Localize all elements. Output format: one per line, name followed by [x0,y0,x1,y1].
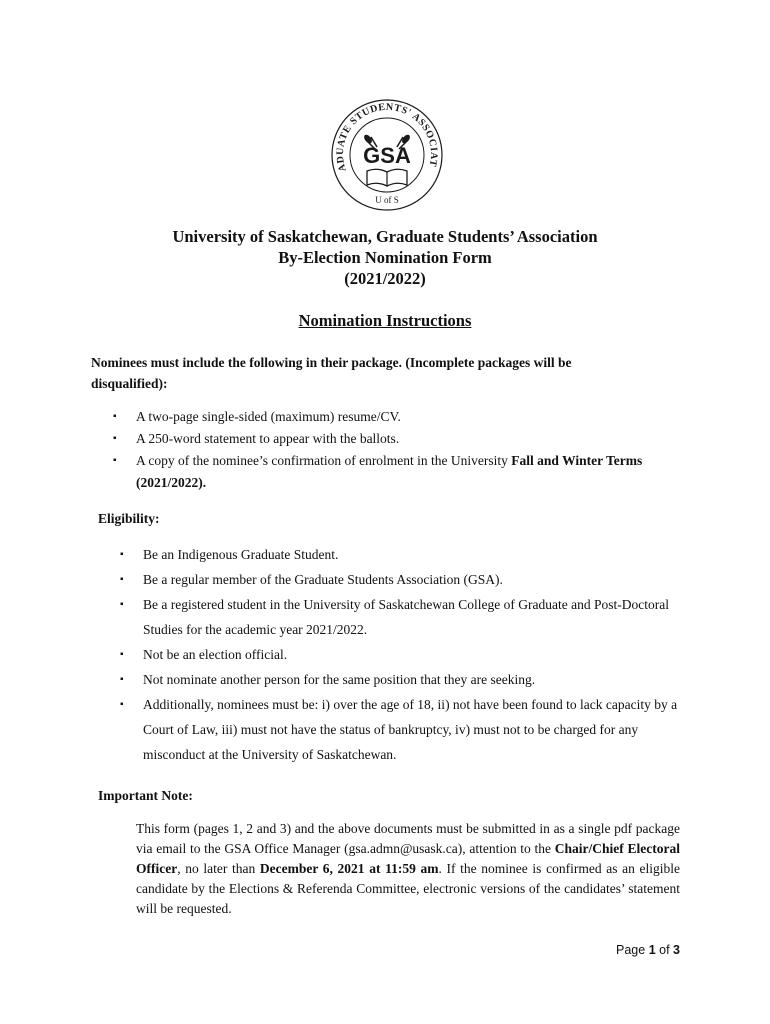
note-bold-chair: Chair/Chief Electoral Officer [136,841,680,876]
list-item-text: Be a registered student in the University of Saskatchewan College of Graduate and Post-Doctoral Studies for the academic year 2021/2022. [143,597,669,637]
bullet-icon: ▪ [120,549,124,560]
of-word: of [659,943,670,957]
list-item-text: Be an Indigenous Graduate Student. [143,547,339,562]
bullet-icon: ▪ [120,649,124,660]
list-item [113,450,676,494]
logo-center-text: GSA [363,143,411,168]
list-item-text: Additionally, nominees must be: i) over the age of 18, ii) not have been found to lack capacity by a Court of Law, iii) must not have the status of bankruptcy, iv) must not to be charged for any misconduct at the University of Saskatchewan. [143,697,678,762]
nomination-instructions-heading: Nomination Instructions [298,311,472,330]
list-item [113,406,676,428]
list-item [113,428,676,450]
title-line-3: (2021/2022) [344,269,426,288]
note-text: This form (pages 1, 2 and 3) and the above documents must be submitted in as a single pdf package via email to the GSA Office Manager (gsa.admn@usask.ca), attention to the [136,821,680,856]
logo-bottom-text: U of S [375,195,399,205]
list-item-text: A copy of the nominee’s confirmation of enrolment in the University [136,453,512,468]
page-word: Page [616,943,646,957]
bullet-icon: ▪ [113,455,117,466]
document-title [0,226,770,289]
eligibility-heading: Eligibility: [98,511,160,526]
list-item [120,692,683,767]
important-note-heading: Important Note: [98,788,193,803]
list-item [120,542,683,567]
total-pages: 3 [673,943,680,957]
list-item-text: A two-page single-sided (maximum) resume/CV. [136,409,401,424]
bullet-icon: ▪ [120,674,124,685]
title-line-1: University of Saskatchewan, Graduate Students’ Association [172,227,598,246]
bullet-icon: ▪ [120,599,124,610]
note-text: , no later than [177,861,260,876]
bullet-icon: ▪ [113,411,117,422]
package-requirements-list [113,406,676,494]
list-item [120,592,683,642]
list-item-text: Not nominate another person for the same position that they are seeking. [143,672,536,687]
intro-text: Nominees must include the following in their package. (Incomplete packages will be disqualified): [91,355,572,391]
list-item-text: Be a regular member of the Graduate Students Association (GSA). [143,572,503,587]
gsa-logo [327,97,447,212]
gsa-seal-icon [327,97,447,212]
list-item [120,667,683,692]
bullet-icon: ▪ [120,574,124,585]
list-item [120,642,683,667]
bullet-icon: ▪ [113,433,117,444]
page-number [616,943,680,957]
list-item-text: A 250-word statement to appear with the ballots. [136,431,400,446]
important-note-text [136,819,680,919]
list-item-bold-text: Fall and Winter Terms (2021/2022). [136,453,643,490]
eligibility-list [120,542,683,767]
current-page: 1 [648,943,656,957]
list-item [120,567,683,592]
note-text: . If the nominee is confirmed as an eligible candidate by the Elections & Referenda Committee, electronic versions of the candidates’ statement will be requested. [136,861,680,916]
bullet-icon: ▪ [120,699,124,710]
note-bold-deadline: December 6, 2021 at 11:59 am [259,861,439,876]
title-line-2: By-Election Nomination Form [278,248,492,267]
logo-ring-text: ADUATE STUDENTS' ASSOCIAT [334,101,440,173]
list-item-text: Not be an election official. [143,647,288,662]
